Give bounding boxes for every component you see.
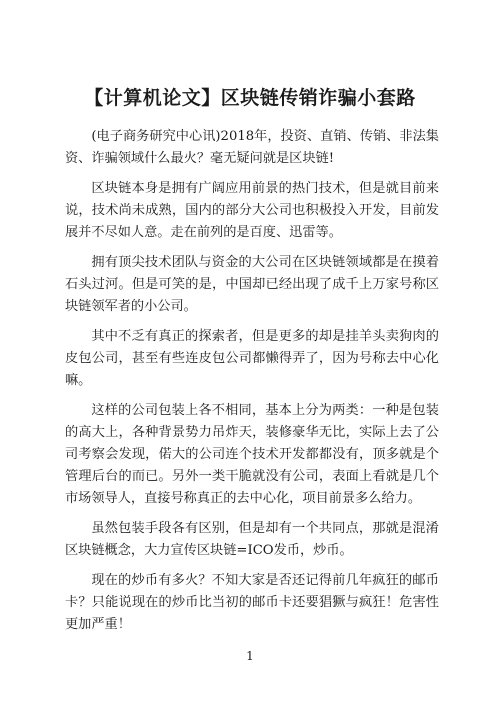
paragraph-5: 这样的公司包装上各不相同，基本上分为两类：一种是包装的高大上，各种背景势力吊炸天，装修豪华无比，实际上去了公司考察会发现，偌大的公司连个技术开发都都没有，顶多就是个管理后台的而已。另外一类干脆就没有公司，表面上看就是几个市场领导人，直接号称真正的去中心化，项目前景多么给力。 (65, 403, 439, 506)
document-title: 【计算机论文】区块链传销诈骗小套路 (84, 87, 416, 109)
paragraph-1: (电子商务研究中心讯)2018年，投资、直销、传销、非法集资、诈骗领域什么最火？毫无疑问就是区块链! (65, 129, 439, 166)
paragraph-4: 其中不乏有真正的探索者，但是更多的却是挂羊头卖狗肉的皮包公司，甚至有些连皮包公司都懒得弄了，因为号称去中心化嘛。 (65, 329, 439, 388)
page-number: 1 (246, 649, 254, 663)
paragraph-2: 区块链本身是拥有广阔应用前景的热门技术，但是就目前来说，技术尚未成熟，国内的部分大公司也积极投入开发，目前发展并不尽如人意。走在前列的是百度、迅雷等。 (65, 181, 439, 240)
paragraph-3: 拥有顶尖技术团队与资金的大公司在区块链领域都是在摸着石头过河。但是可笑的是，中国却已经出现了成千上万家号称区块链领军者的小公司。 (65, 255, 439, 314)
document-body (65, 126, 439, 644)
paragraph-6: 虽然包装手段各有区别，但是却有一个共同点，那就是混淆区块链概念，大力宣传区块链=ICO发币，炒币。 (65, 521, 439, 558)
paragraph-7: 现在的炒币有多火？不知大家是否还记得前几年疯狂的邮币卡？只能说现在的炒币比当初的邮币卡还要猖獗与疯狂！危害性更加严重！ (65, 573, 439, 632)
